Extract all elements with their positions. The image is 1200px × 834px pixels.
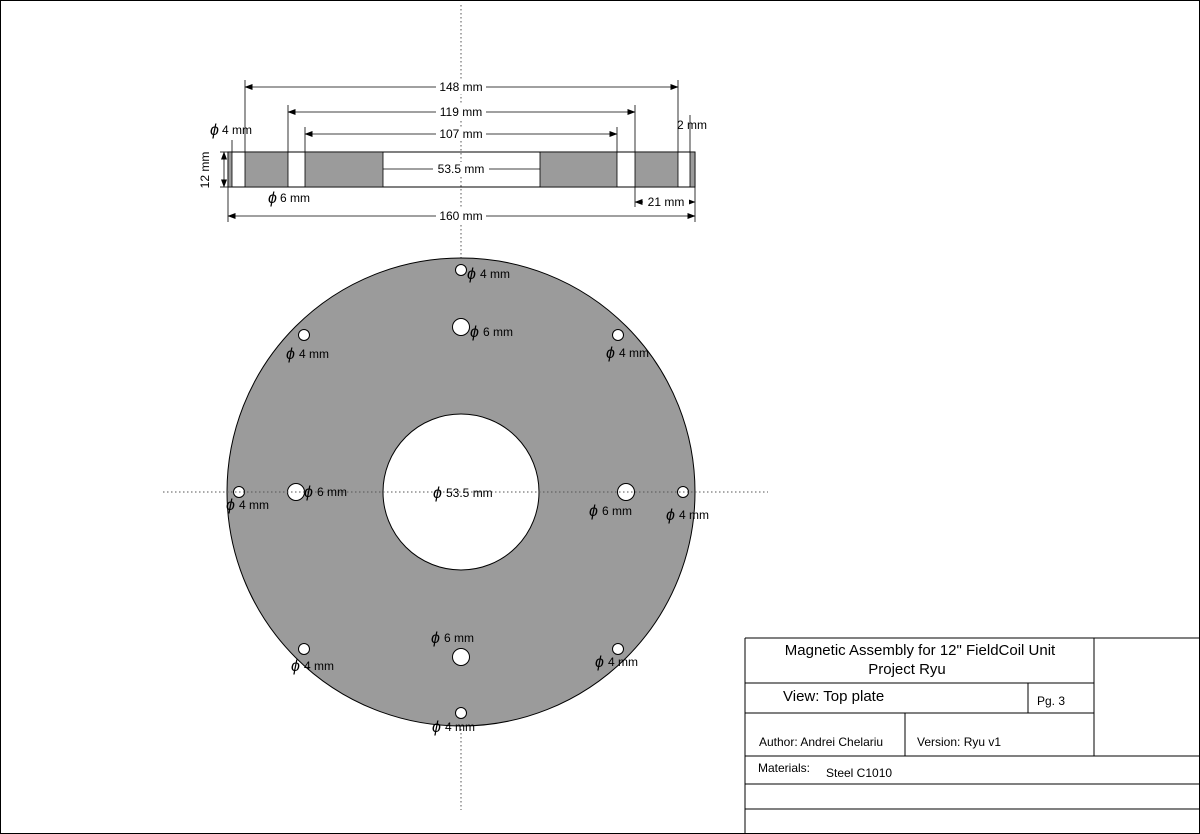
label-hole-left-inner-6: 6 mm <box>317 485 347 499</box>
diameter-symbol: ϕ <box>666 507 675 524</box>
hole-4mm-lower-right <box>613 644 624 655</box>
hole-4mm-upper-right <box>613 330 624 341</box>
label-hole-left-4: 4 mm <box>239 498 269 512</box>
dim-label-119: 119 mm <box>439 105 483 119</box>
diameter-symbol: ϕ <box>432 719 441 736</box>
hole-6mm-upper <box>453 319 470 336</box>
dim-label-53-5: 53.5 mm <box>437 162 485 176</box>
dim-label-148: 148 mm <box>439 80 483 94</box>
dim-label-hole-4: 4 mm <box>222 123 252 137</box>
diameter-symbol: ϕ <box>210 122 219 139</box>
version: Version: Ryu v1 <box>917 735 1002 749</box>
plate-section-left-rim <box>228 152 232 187</box>
author: Author: Andrei Chelariu <box>759 735 884 749</box>
diameter-symbol: ϕ <box>304 484 313 501</box>
drawing-title: Magnetic Assembly for 12" FieldCoil Unit <box>784 642 1056 659</box>
label-hole-right-4: 4 mm <box>679 508 709 522</box>
diameter-symbol: ϕ <box>470 324 479 341</box>
plate-section-left-body <box>245 152 288 187</box>
project-name: Project Ryu <box>868 661 946 678</box>
hole-4mm-lower-left <box>299 644 310 655</box>
diameter-symbol: ϕ <box>589 503 598 520</box>
label-hole-upper-inner-6: 6 mm <box>483 325 513 339</box>
hole-4mm-bottom <box>456 708 467 719</box>
diameter-symbol: ϕ <box>606 345 615 362</box>
plate-section-left-inner <box>305 152 383 187</box>
label-hole-lower-right-4: 4 mm <box>608 655 638 669</box>
plate-section-right-inner <box>540 152 617 187</box>
hole-4mm-upper-left <box>299 330 310 341</box>
label-hole-lower-left-4: 4 mm <box>304 659 334 673</box>
plate-section-right-body <box>635 152 678 187</box>
label-center-bore: 53.5 mm <box>446 486 493 500</box>
hole-4mm-top <box>456 265 467 276</box>
dim-label-160: 160 mm <box>439 209 483 223</box>
materials-label: Materials: <box>758 761 811 775</box>
dim-label-21: 21 mm <box>647 195 685 209</box>
dim-label-hole-6: 6 mm <box>280 191 310 205</box>
diameter-symbol: ϕ <box>433 485 442 502</box>
title-block <box>745 638 1199 833</box>
plate-section-right-rim <box>690 152 695 187</box>
hole-6mm-lower <box>453 649 470 666</box>
top-view <box>163 258 768 736</box>
diameter-symbol: ϕ <box>467 266 476 283</box>
label-hole-upper-left-4: 4 mm <box>299 347 329 361</box>
label-hole-top-4: 4 mm <box>480 267 510 281</box>
label-hole-bottom-4: 4 mm <box>445 720 475 734</box>
label-hole-upper-right-4: 4 mm <box>619 346 649 360</box>
diameter-symbol: ϕ <box>226 497 235 514</box>
label-hole-lower-inner-6: 6 mm <box>444 631 474 645</box>
diameter-symbol: ϕ <box>431 630 440 647</box>
page-number: Pg. 3 <box>1037 694 1066 708</box>
dim-label-2: 2 mm <box>677 118 707 132</box>
diameter-symbol: ϕ <box>286 346 295 363</box>
dim-label-12: 12 mm <box>198 151 213 189</box>
view-name: View: Top plate <box>783 688 885 705</box>
label-hole-right-inner-6: 6 mm <box>602 504 632 518</box>
diameter-symbol: ϕ <box>268 190 277 207</box>
materials-value: Steel C1010 <box>826 766 893 780</box>
diameter-symbol: ϕ <box>291 658 300 675</box>
dim-label-107: 107 mm <box>439 127 483 141</box>
diameter-symbol: ϕ <box>595 654 604 671</box>
